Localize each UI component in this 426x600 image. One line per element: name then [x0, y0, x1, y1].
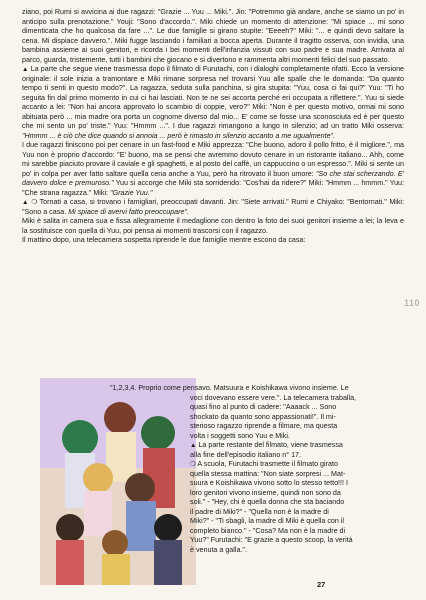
right-p3-line-6: il padre di Miki?" - "Quella non è la madre di: [190, 507, 329, 516]
right-p3-line-1: [190, 460, 385, 470]
paragraph-2: [22, 65, 404, 141]
paragraph-2-text: La parte che segue viene trasmessa dopo il filmato di Furutachi, con i dialoghi completamente rifatti. Ecco la versione originale: il sole inizia a tramontare e Miki rimane sorpresa nel trovarsi Yuu alle spalle che le domanda: "Da quanto tempo ti senti in questo modo?". La ragazza, seduta sulla panchina, si gira stupita: "Yuu, cosa ci fai qui?" Yuu: "Ti ho seguita fin dal primo momento in cui ci hai lasciati. Non te ne sei accorta perché eri occupata a riflettere.". Yuu si siede accanto a lei: "Non hai ancora approvato lo scambio di coppie, vero?" Miki: "Non è per questo motivo, ormai mi sono abituata però ... mia madre ora porta un cognome diverso dal mio... E' come se fosse una sconosciuta ed è per questo che mi sento un po' triste." Yuu: "Hmmm ...". I due ragazzi rimangono a lungo in silenzio; ad un tratto Miki osserva:: [22, 65, 405, 130]
page-number: 27: [317, 580, 326, 589]
circle-marker-icon: ❍: [190, 461, 196, 468]
paragraph-3: [22, 141, 404, 198]
right-line-6: volta i soggetti sono Yuu e Miki.: [190, 431, 290, 440]
paragraph-3-text: I due ragazzi finiscono poi per cenare in un fast-food e Miki apprezza: "Che buono, adoro il pollo fritto, è il migliore.", ma Yuu non è proprio d'accordo: "E' buono, ma se pensi che avremmo dovuto cenare in un ristorante italiano... Ahh, come mi sarebbe piaciuto provare il caviale e gli spaghetti, e al posto del caffè, un cappuccino o un espresso.". Miki si sente un po' in colpa per aver fatto saltare quella cena anche a Yuu, però ha ritrovato il buon umore:: [22, 141, 404, 178]
right-p3-line-10: è venuta a galla.".: [190, 545, 247, 554]
right-p2-text-1: La parte restante del filmato, viene trasmessa: [198, 441, 343, 449]
paragraph-3-italic: "So che stai scherzando. E' davvero dolce e premuroso.": [22, 169, 404, 187]
right-p3-line-4: loro genitori vivono insieme, quindi non sono da: [190, 488, 341, 497]
triangle-marker-icon: ▲: [22, 66, 29, 73]
right-p2-line-1: [190, 441, 385, 451]
triangle-circle-marker-icon: ▲ ❍: [22, 199, 38, 206]
right-p3-line-2: quella stessa mattina: "Non siate sorpresi ... Mat-: [190, 469, 346, 478]
paragraph-1: ziano, poi Rumi si avvicina ai due ragazzi: "Grazie ... Yuu ... Miki.". Jin: "Potremmo già andare, anche se siamo un po' in anticipo sulla prenotazione." Youji: "Sono d'accordo.". Miki chiede un momento di attenzione: "Mi spiace ... mi sono dimenticata che ho qualcosa da fare ...". Le due famiglie si girano stupite: "Eeeeh?" Miki: "... e quindi devo saltare la cena. Mi dispiace davvero.". Miki fugge lasciando i familiari a bocca aperta. Durante il tragitto osserva, con invidia, una bambina assieme ai suoi genitori, e ricorda i bei momenti dell'infanzia vissuti con suo padre e sua madre. Arrivata al parco, guarda, tristemente, tutti i bambini che giocano e si divertono e rammenta altri momenti felici del suo passato.: [22, 8, 404, 64]
paragraph-3-italic-2: "Grazie Yuu.": [110, 188, 153, 197]
right-p3-line-3: suura e Koishikawa vivono sotto lo stesso tetto!!! I: [190, 479, 348, 487]
right-column: [110, 384, 385, 555]
right-line-5: sterioso ragazzo riprende a filmare, ma questa: [190, 422, 338, 430]
paragraph-3-tail: Yuu si accorge che Miki sta sorridendo: "Cos'hai da ridere?" Miki: "Hmmm ... hmmm." Yuu: "Che strana ragazza." Miki:: [22, 179, 405, 197]
right-p3-line-9: Yuu?" Furutachi: "E grazie a questo scoop, la verità: [190, 536, 353, 544]
paragraph-2-italic: "Hmmm ... è ciò che dice quando si annoia ... però è rimasto in silenzio accanto a me ugualmente".: [22, 131, 336, 140]
right-line-4: shockato da quanto sono appassionati!". Il mi-: [190, 412, 336, 421]
triangle-marker-icon: ▲: [190, 442, 197, 449]
paragraph-6: Il mattino dopo, una telecamera sospetta riprende le due famiglie mentre escono da casa:: [22, 236, 306, 244]
right-p3-text-1: A scuola, Furutachi trasmette il filmato girato: [197, 460, 338, 468]
right-p3-line-8: completo bianco." - "Cosa? Ma non è la madre di: [190, 526, 346, 535]
paragraph-4: [22, 198, 404, 217]
paragraph-4-text: Tornati a casa, si trovano i famigliari, preoccupati davanti. Jin: "Siete arrivati." Rumi e Chiyako: "Bentornati." Miki: "Sono a casa.: [22, 198, 404, 216]
right-line-3: quasi fino al punto di cadere: "Aaaack ... Sono: [190, 403, 337, 411]
anime-illustration: [40, 378, 196, 585]
right-p3-line-7: Miki?" - "Ti sbagli, la madre di Miki è quella con il: [190, 517, 345, 525]
right-p2-line-2: alla fine dell'episodio italiano n° 17.: [190, 450, 302, 459]
right-line-1: "1,2,3,4. Proprio come pensavo. Matsuura e Koishikawa vivono insieme. Le: [110, 384, 349, 392]
right-p3-line-5: soli." - "Hey, chi è quella donna che sta baciando: [190, 498, 345, 506]
right-line-2: voci dovevano essere vere.". La telecamera traballa,: [190, 393, 357, 402]
paragraph-5: Miki è salita in camera sua e fissa allegramente il medaglione con dentro la foto dei suoi genitori insieme a lei; la leva e la sostituisce con quella di Yuu, poi pensa ai momenti trascorsi con il ragazzo.: [22, 217, 404, 235]
side-page-number: 110: [403, 298, 420, 308]
paragraph-4-italic: Mi spiace di avervi fatto preoccupare".: [68, 207, 190, 216]
